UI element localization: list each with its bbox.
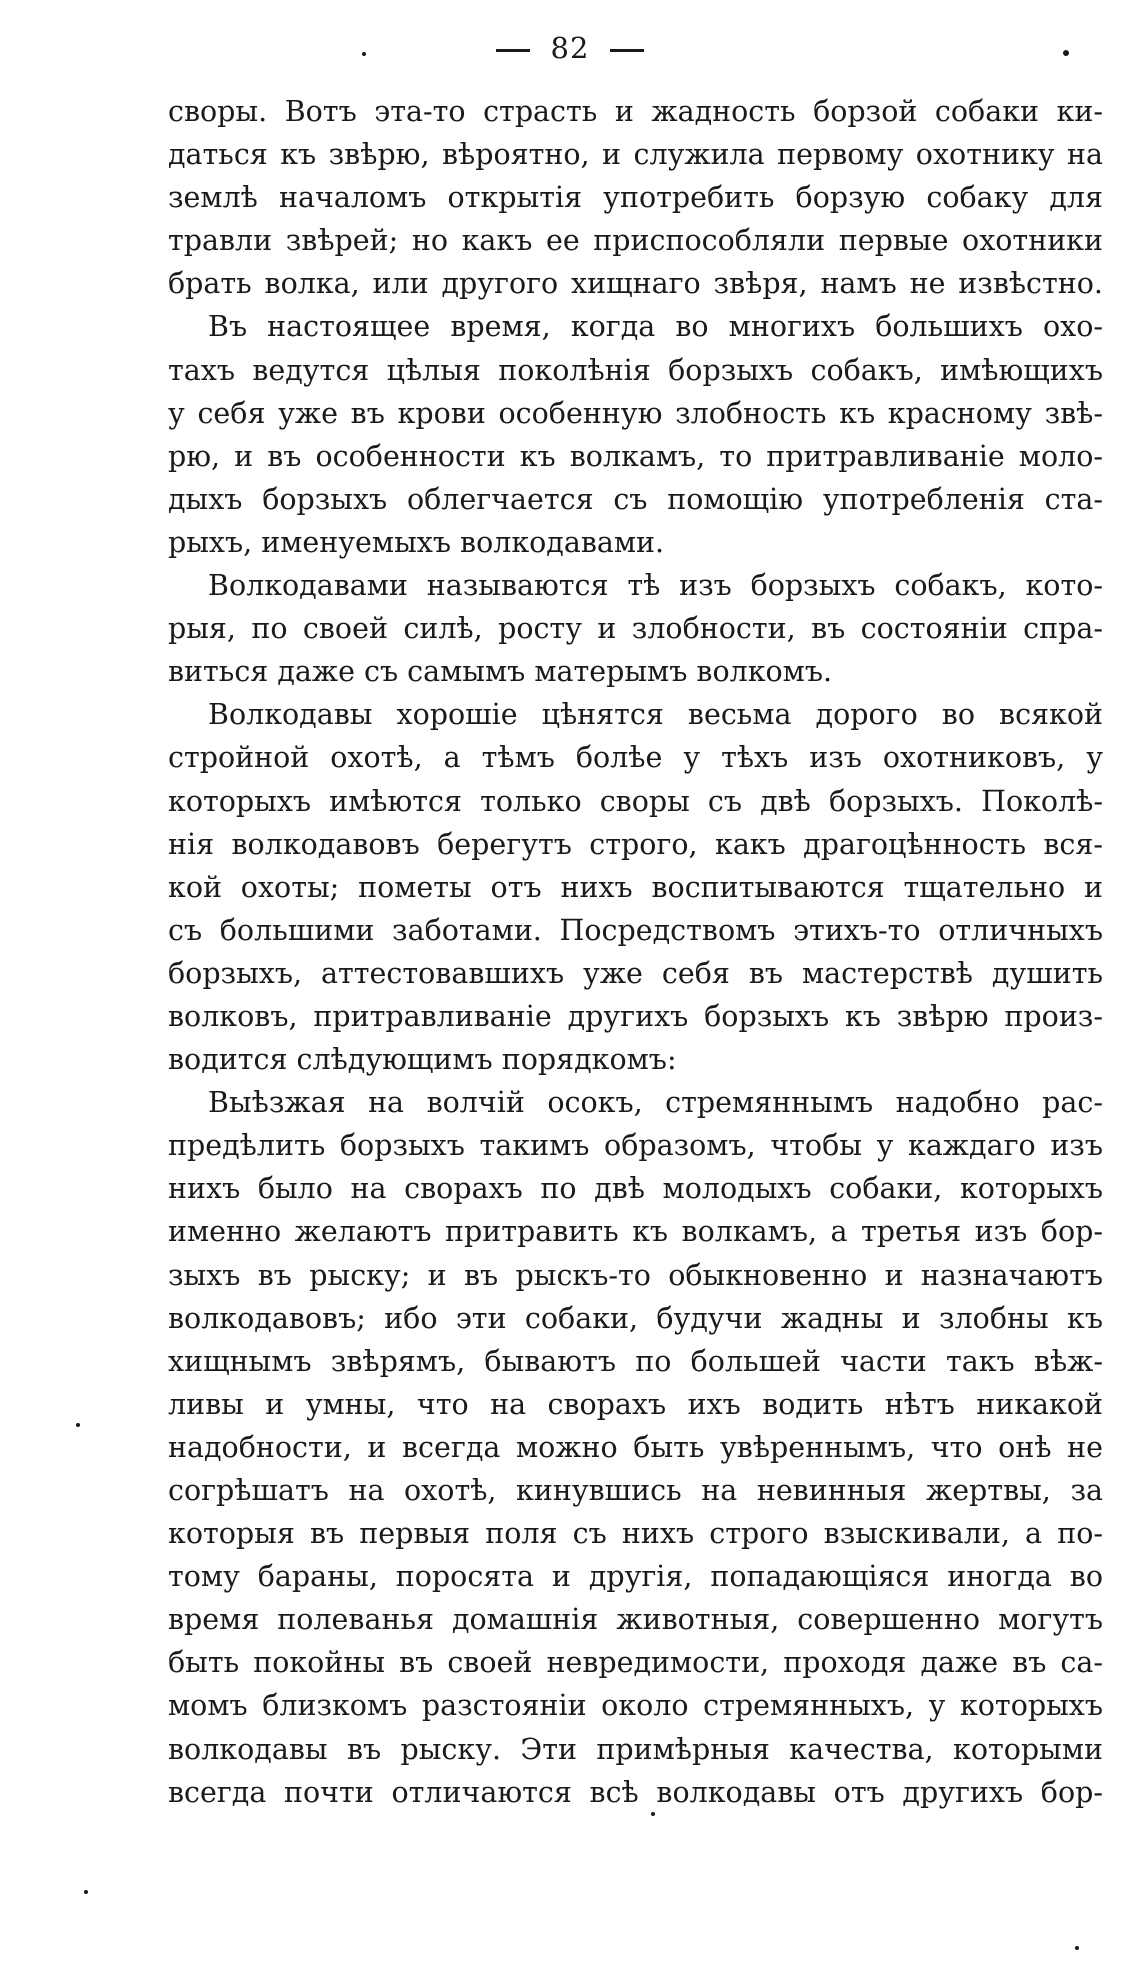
header-dash-right (610, 49, 644, 52)
text-line: которыхъ имѣются только своры съ двѣ борзыхъ. Поколѣ- (168, 784, 1103, 818)
body-text (168, 90, 1103, 1814)
text-line: землѣ началомъ открытія употребить борзую собаку для (168, 181, 1103, 215)
scan-speck (76, 1423, 80, 1427)
text-line: травли звѣрей; но какъ ее приспособляли первые охотники (168, 224, 1103, 258)
text-line: кой охоты; пометы отъ нихъ воспитываются тщательно и (168, 870, 1103, 904)
page-number: 82 (550, 31, 590, 65)
text-line: тахъ ведутся цѣлыя поколѣнія борзыхъ собакъ, имѣющихъ (168, 353, 1103, 387)
text-line: предѣлить борзыхъ такимъ образомъ, чтобы у каждаго изъ (168, 1129, 1103, 1163)
text-line: своры. Вотъ эта-то страсть и жадность борзой собаки ки- (168, 95, 1103, 128)
text-line: дыхъ борзыхъ облегчается съ помощію употребленія ста- (168, 482, 1103, 516)
scan-speck (1063, 50, 1069, 56)
text-line: нія волкодавовъ берегутъ строго, какъ драгоцѣнность вся- (168, 827, 1103, 861)
text-line: съ большими заботами. Посредствомъ этихъ-то отличныхъ (168, 913, 1103, 947)
text-line: волкодавы въ рыску. Эти примѣрныя качества, которыми (168, 1732, 1103, 1766)
text-line: именно желаютъ притравить къ волкамъ, а третья изъ бор- (168, 1215, 1103, 1249)
text-line: момъ близкомъ разстояніи около стремянныхъ, у которыхъ (168, 1689, 1103, 1723)
text-line: согрѣшатъ на охотѣ, кинувшись на невинныя жертвы, за (168, 1474, 1103, 1507)
text-line: рыя, по своей силѣ, росту и злобности, въ состояніи спра- (168, 612, 1103, 646)
text-line: рыхъ, именуемыхъ волкодавами. (168, 525, 665, 559)
text-line: надобности, и всегда можно быть увѣреннымъ, что онѣ не (168, 1430, 1103, 1464)
text-line: Въ настоящее время, когда во многихъ большихъ охо- (208, 310, 1103, 344)
text-line: брать волка, или другого хищнаго звѣря, намъ не извѣстно. (168, 267, 1103, 301)
text-line: хищнымъ звѣрямъ, бываютъ по большей части такъ вѣж- (168, 1344, 1103, 1378)
text-line: рю, и въ особенности къ волкамъ, то притравливаніе моло- (168, 439, 1103, 473)
text-line: у себя уже въ крови особенную злобность къ красному звѣ- (168, 396, 1103, 430)
text-line: стройной охотѣ, а тѣмъ болѣе у тѣхъ изъ охотниковъ, у (168, 741, 1103, 775)
text-line: Волкодавами называются тѣ изъ борзыхъ собакъ, кото- (208, 569, 1103, 603)
text-line: которыя въ первыя поля съ нихъ строго взыскивали, а по- (168, 1517, 1103, 1551)
text-line: волкодавовъ; ибо эти собаки, будучи жадны и злобны къ (168, 1301, 1103, 1335)
scan-speck (1075, 1946, 1079, 1950)
text-line: даться къ звѣрю, вѣроятно, и служила первому охотнику на (168, 138, 1103, 172)
text-line: виться даже съ самымъ матерымъ волкомъ. (168, 655, 833, 689)
header-dash-left (496, 49, 530, 52)
text-line: волковъ, притравливаніе другихъ борзыхъ къ звѣрю произ- (168, 999, 1103, 1033)
scan-speck (651, 1812, 655, 1816)
text-line: всегда почти отличаются всѣ волкодавы отъ другихъ бор- (168, 1775, 1103, 1809)
scan-speck (362, 52, 366, 56)
text-line: борзыхъ, аттестовавшихъ уже себя въ мастерствѣ душить (168, 956, 1103, 990)
text-line: Выѣзжая на волчій осокъ, стремяннымъ надобно рас- (208, 1086, 1103, 1120)
text-line: ливы и умны, что на сворахъ ихъ водить нѣтъ никакой (168, 1387, 1103, 1421)
page-header (0, 30, 1140, 66)
text-line: зыхъ въ рыску; и въ рыскъ-то обыкновенно и назначаютъ (168, 1258, 1103, 1292)
text-line: водится слѣдующимъ порядкомъ: (168, 1043, 677, 1077)
text-line: нихъ было на сворахъ по двѣ молодыхъ собаки, которыхъ (168, 1172, 1103, 1206)
text-line: быть покойны въ своей невредимости, проходя даже въ са- (168, 1646, 1103, 1680)
text-line: Волкодавы хорошіе цѣнятся весьма дорого во всякой (208, 698, 1103, 732)
scan-speck (84, 1890, 88, 1894)
text-line: тому бараны, поросята и другія, попадающіяся иногда во (168, 1560, 1103, 1594)
text-line: время полеванья домашнія животныя, совершенно могутъ (168, 1603, 1103, 1637)
